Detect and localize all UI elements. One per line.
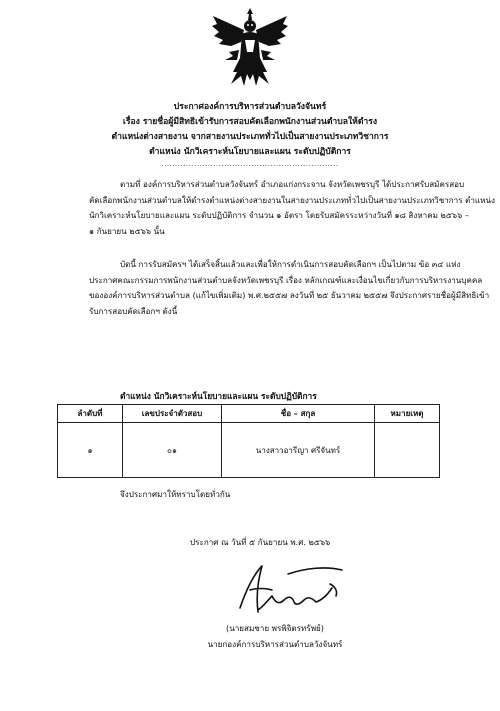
cell-exam-id: ๐๑: [123, 423, 222, 478]
header-remark: หมายเหตุ: [375, 405, 440, 423]
paragraph-1: [89, 177, 495, 239]
header-order: ลำดับที่: [58, 405, 123, 423]
signer-block: [180, 620, 370, 652]
signature-image: [232, 560, 348, 618]
separator-dots: .................................................................: [161, 160, 339, 168]
announcement-date: ประกาศ ณ วันที่ ๕ กันยายน พ.ศ. ๒๕๖๖: [190, 537, 331, 547]
position-title: ตำแหน่ง นักวิเคราะห์นโยบายและแผน ระดับปฏิบัติการ: [120, 391, 317, 401]
announcement-header: [0, 100, 500, 160]
subject-line-2: ตำแหน่งต่างสายงาน จากสายงานประเภททั่วไปเป็นสายงานประเภทวิชาการ: [111, 132, 389, 142]
paragraph-1-line: ตามที่ องค์การบริหารส่วนตำบลวังจันทร์ อำเภอแก่งกระจาน จังหวัดเพชรบุรี ได้ประกาศรับสมัครสอบ: [120, 179, 465, 189]
garuda-emblem-icon: [211, 6, 289, 92]
table-header-row: [58, 405, 440, 423]
paragraph-2: [89, 257, 490, 319]
table-row: [58, 423, 440, 478]
paragraph-2-line: ขององค์การบริหารส่วนตำบล (แก้ไขเพิ่มเติม) พ.ศ.๒๕๕๗ ลงวันที่ ๒๕ ธันวาคม ๒๕๕๗ จึงประกาศรายชื่อผู้มีสิทธิเข้า: [89, 290, 490, 301]
paragraph-1-line: นักวิเคราะห์นโยบายและแผน ระดับปฏิบัติการ จำนวน ๑ อัตรา โดยรับสมัครระหว่างวันที่ ๑๘ สิงหาคม ๒๕๖๖ –: [89, 210, 469, 221]
signer-name: (นายสมชาย พรพิจิตรทรัพย์): [226, 623, 324, 633]
paragraph-2-line: รับการสอบคัดเลือกฯ ดังนี้: [89, 305, 178, 316]
paragraph-1-line: คัดเลือกพนักงานส่วนตำบลให้ดำรงตำแหน่งต่างสายงานในสายงานประเภททั่วไปเป็นสายงานประเภทวิชาการ ตำแหน่ง: [89, 194, 495, 205]
paragraph-1-line: ๑ กันยายน ๒๕๖๖ นั้น: [89, 225, 165, 236]
cell-remark: [375, 423, 440, 478]
cell-name: นางสาวอารีญา ศรีจันทร์: [222, 423, 375, 478]
announce-text: จึงประกาศมาให้ทราบโดยทั่วกัน: [120, 489, 231, 499]
position-line: ตำแหน่ง นักวิเคราะห์นโยบายและแผน ระดับปฏิบัติการ: [149, 147, 351, 157]
header-exam-id: เลขประจำตัวสอบ: [123, 405, 222, 423]
subject-line: เรื่อง รายชื่อผู้มีสิทธิเข้ารับการสอบคัดเลือกพนักงานส่วนตำบลให้ดำรง: [122, 117, 378, 127]
signer-title: นายกองค์การบริหารส่วนตำบลวังจันทร์: [207, 639, 343, 649]
paragraph-2-line: บัดนี้ การรับสมัครฯ ได้เสร็จสิ้นแล้วและเพื่อให้การดำเนินการสอบคัดเลือกฯ เป็นไปตาม ข้อ ๓๔ แห่ง: [120, 259, 461, 269]
paragraph-2-line: ประกาศคณะกรรมการพนักงานส่วนตำบลจังหวัดเพชรบุรี เรื่อง หลักเกณฑ์และเงื่อนไขเกี่ยวกับการบริหารงานบุคคล: [89, 274, 483, 285]
org-title: ประกาศองค์การบริหารส่วนตำบลวังจันทร์: [173, 102, 327, 112]
cell-order: ๑: [58, 423, 123, 478]
candidate-table: [57, 404, 440, 478]
header-name: ชื่อ – สกุล: [222, 405, 375, 423]
